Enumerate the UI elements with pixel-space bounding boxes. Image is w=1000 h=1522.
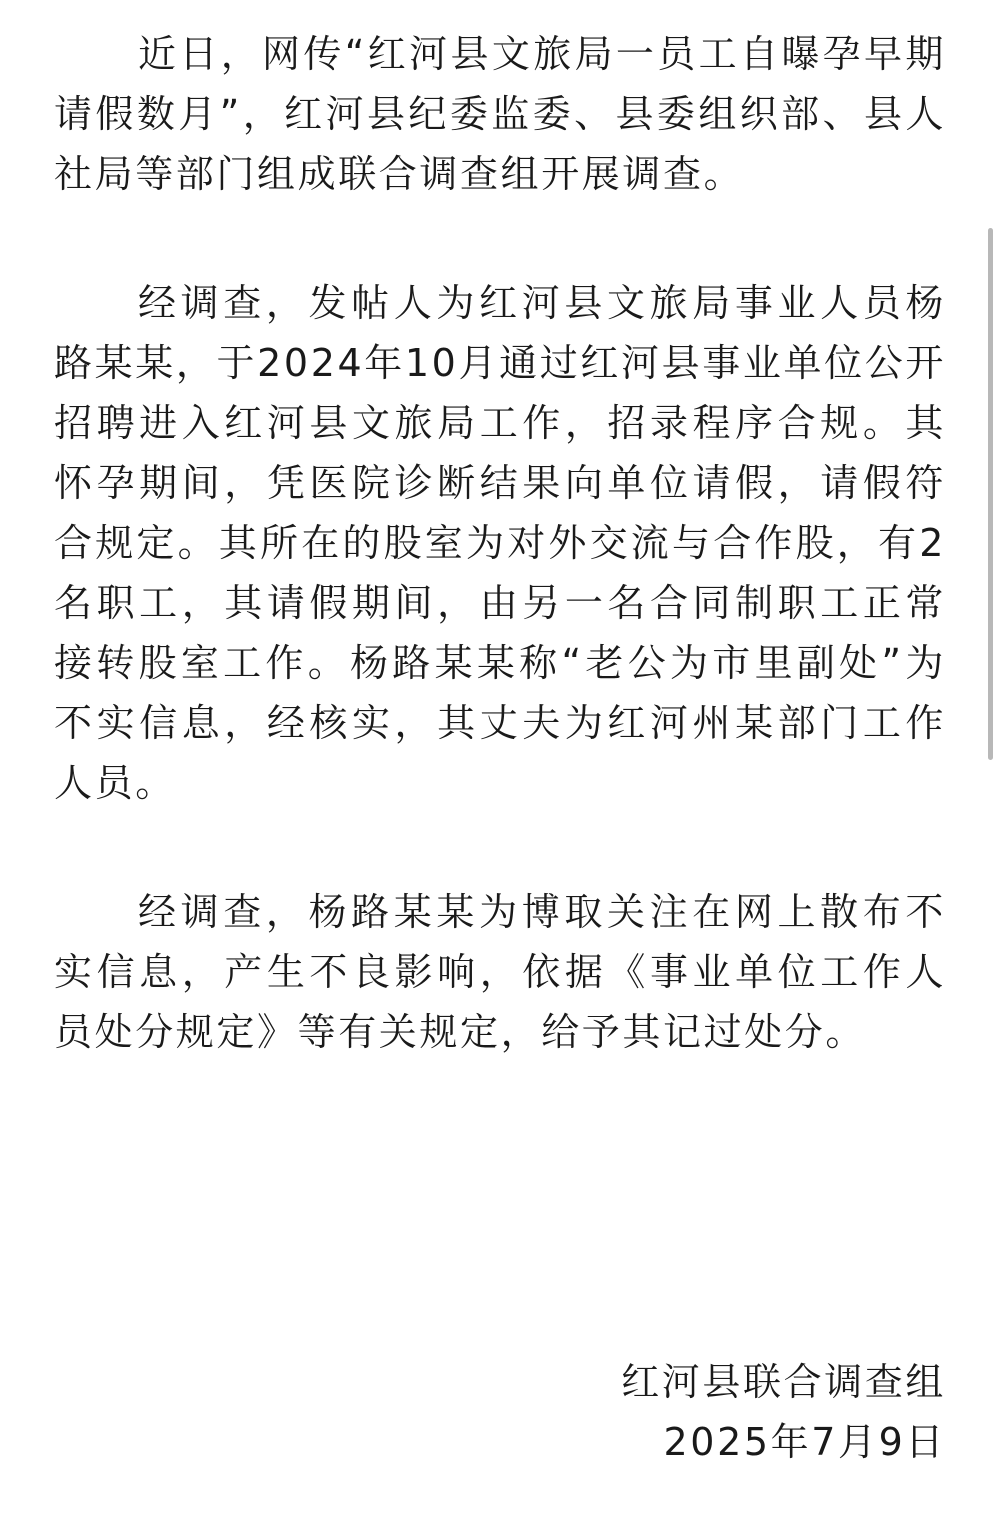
paragraph-findings: 经调查，发帖人为红河县文旅局事业人员杨路某某，于2024年10月通过红河县事业单位公开招聘进入红河县文旅局工作，招录程序合规。其怀孕期间，凭医院诊断结果向单位请假，请假符合规定。其所在的股室为对外交流与合作股，有2名职工，其请假期间，由另一名合同制职工正常接转股室工作。杨路某某称“老公为市里副处”为不实信息，经核实，其丈夫为红河州某部门工作人员。 <box>54 281 946 805</box>
document-body <box>54 24 946 1062</box>
signature-organization: 红河县联合调查组 <box>621 1360 946 1404</box>
paragraph-decision: 经调查，杨路某某为博取关注在网上散布不实信息，产生不良影响，依据《事业单位工作人员处分规定》等有关规定，给予其记过处分。 <box>54 890 946 1054</box>
signature-date: 2025年7月9日 <box>663 1420 946 1464</box>
paragraph-intro: 近日，网传“红河县文旅局一员工自曝孕早期请假数月”，红河县纪委监委、县委组织部、县人社局等部门组成联合调查组开展调查。 <box>54 32 946 196</box>
signature-block <box>621 1352 946 1472</box>
vertical-scrollbar[interactable] <box>988 228 993 760</box>
